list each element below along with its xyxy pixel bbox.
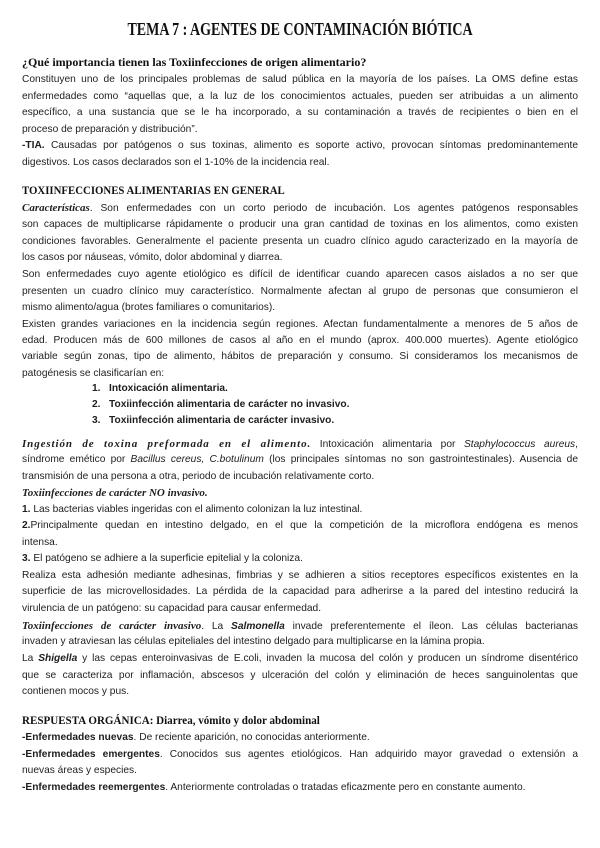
text-line: Constituyen uno de los principales problemas de salud pública en la mayoría de los países. La OMS define estas xyxy=(22,74,578,85)
text-run: . De reciente aparición, no conocidas anteriormente. xyxy=(133,732,370,743)
text-line: presenten un cuadro clínico muy característico. Normalmente afectan al grupo de personas que consumieron el xyxy=(22,286,578,297)
text-line: contienen mocos y pus. xyxy=(22,686,130,697)
species-name: Staphylococcus aureus xyxy=(464,439,576,450)
text-run: , xyxy=(575,439,578,450)
text-line xyxy=(22,730,578,746)
text-line xyxy=(22,452,578,468)
text-line xyxy=(22,780,578,796)
term-label: -Enfermedades reemergentes xyxy=(22,782,166,793)
text-line: proceso de preparación y distribución”. xyxy=(22,124,198,135)
term-label: -Enfermedades nuevas xyxy=(22,732,134,743)
text-line: específico, a una sustancia que se le ha incorporado, a su contaminación a través de recipientes o bien en el xyxy=(22,107,578,118)
text-line: Realiza esta adhesión mediante adhesinas, fimbrias y se adhieren a sitios receptores específicos existentes en la xyxy=(22,570,578,581)
list-text: Intoxicación alimentaria. xyxy=(109,383,228,394)
text-line xyxy=(22,618,578,634)
text-line: los casos por náuseas, vómito, dolor abdominal y diarrea. xyxy=(22,252,283,263)
caracteristicas-label: Características xyxy=(22,202,90,214)
text-line: edad. Producen más de 600 millones de casos al año en el mundo (aprox. 400.000 muertes). Agente etiológico xyxy=(22,335,578,346)
text-run: La xyxy=(22,653,39,664)
text-run: . Anteriormente controladas o tratadas eficazmente pero en constante aumento. xyxy=(165,782,526,793)
text-run: (los principales síntomas no son gastrointestinales). Ausencia de xyxy=(263,454,578,465)
text-run: Intoxicación alimentaria por xyxy=(311,439,465,450)
species-name: Shigella xyxy=(38,653,78,664)
text-line: patogénesis se clasificarían en: xyxy=(22,368,165,379)
species-name: Bacillus cereus, C.botulinum xyxy=(130,454,264,465)
list-number: 3. xyxy=(92,415,101,426)
list-item xyxy=(92,381,492,397)
text-line: digestivos. Los casos declarados son el 1-10% de la incidencia real. xyxy=(22,157,330,168)
text-line xyxy=(22,436,578,452)
no-invasivo-label: Toxiinfecciones de carácter NO invasivo. xyxy=(22,487,208,499)
list-number: 2. xyxy=(92,399,101,410)
list-item xyxy=(92,397,492,413)
text-line: Son enfermedades cuyo agente etiológico es difícil de identificar cuando aparecen casos aislados a no ser que xyxy=(22,269,578,280)
text-run: . Conocidos sus agentes etiológicos. Han adquirido mayor gravedad o extensión a xyxy=(159,749,578,760)
text-line xyxy=(22,551,578,567)
text-run: invade preferentemente el íleon. Las células bacterianas xyxy=(284,621,578,632)
text-run: El patógeno se adhiere a la superficie epitelial y la coloniza. xyxy=(30,553,303,564)
text-line xyxy=(22,651,578,667)
invasivo-label: Toxiinfecciones de carácter invasivo xyxy=(22,620,202,632)
list-item xyxy=(92,413,492,429)
text-run: . La xyxy=(201,621,232,632)
intro-heading: ¿Qué importancia tienen las Toxiinfecciones de origen alimentario? xyxy=(22,55,367,69)
section-heading-general: TOXIINFECCIONES ALIMENTARIAS EN GENERAL xyxy=(22,183,285,197)
text-line xyxy=(22,502,578,518)
no-invasivo-heading xyxy=(22,485,578,501)
text-line: virulencia de un patógeno: su capacidad para causar enfermedad. xyxy=(22,603,322,614)
text-line: enfermedades como “aquellas que, a la luz de los conocimientos actuales, pueden ser atribuidas a un alimento xyxy=(22,91,578,102)
tia-text: Causadas por patógenos o sus toxinas, alimento es soporte activo, provocan síntomas predominantemente xyxy=(44,140,578,151)
text-line: variable según zonas, tipo de alimento, hábitos de preparación y consumo. Si consideramos los mecanismos de xyxy=(22,351,578,362)
text-line xyxy=(22,138,578,154)
text-line: son capaces de multiplicarse rápidamente o producir una gran cantidad de toxinas en los alimentos, como existen xyxy=(22,219,578,230)
text-line: condiciones favorables. Generalmente el paciente presenta un cuadro clínico agudo caracterizado en la mayoría de xyxy=(22,236,578,247)
list-number: 1. xyxy=(92,383,101,394)
text-line: transmisión de una persona a otra, periodo de incubación relativamente corto. xyxy=(22,471,375,482)
text-line: que se caracteriza por inflamación, abscesos y ulceración del colón y eliminación de heces sanguinolentas que xyxy=(22,670,578,681)
text-run: síndrome emético por xyxy=(22,454,131,465)
text-line xyxy=(22,518,578,534)
text-line: intensa. xyxy=(22,537,58,548)
section-heading-respuesta: RESPUESTA ORGÁNICA: Diarrea, vómito y dolor abdominal xyxy=(22,713,320,727)
tia-label: -TIA. xyxy=(22,140,45,151)
text-line: nuevas áreas y especies. xyxy=(22,765,137,776)
text-run: . Son enfermedades con un corto periodo de incubación. Los agentes patógenos responsables xyxy=(89,203,578,214)
text-line xyxy=(22,747,578,763)
step-number: 2. xyxy=(22,520,31,531)
step-number: 1. xyxy=(22,504,31,515)
step-number: 3. xyxy=(22,553,31,564)
text-run: Las bacterias viables ingeridas con el alimento colonizan la luz intestinal. xyxy=(30,504,363,515)
species-name: Salmonella xyxy=(231,621,285,632)
term-label: -Enfermedades emergentes xyxy=(22,749,160,760)
text-run: Principalmente quedan en intestino delgado, en el que la competición de la microflora endógena es menos xyxy=(30,520,578,531)
text-run: y las cepas enteroinvasivas de E.coli, invaden la mucosa del colón y producen un síndrome disentérico xyxy=(77,653,578,664)
list-text: Toxiinfección alimentaria de carácter invasivo. xyxy=(109,415,335,426)
page-title: TEMA 7 : AGENTES DE CONTAMINACIÓN BIÓTICA xyxy=(127,19,473,39)
text-line: superficie de las microvellosidades. La pérdida de la capacidad para adherirse a la pared del intestino reducirá la xyxy=(22,586,578,597)
text-line: mismo alimento/agua (brotes familiares o comunitarios). xyxy=(22,302,276,313)
text-line: Existen grandes variaciones en la incidencia según regiones. Afectan fundamentalmente a menores de 5 años de xyxy=(22,319,578,330)
text-line xyxy=(22,200,578,216)
text-line: invaden y atraviesan las células epiteliales del intestino delgado para multiplicarse en la lámina propia. xyxy=(22,636,485,647)
list-text: Toxiinfección alimentaria de carácter no invasivo. xyxy=(109,399,350,410)
ingestion-label: Ingestión de toxina preformada en el alimento. xyxy=(22,438,312,450)
